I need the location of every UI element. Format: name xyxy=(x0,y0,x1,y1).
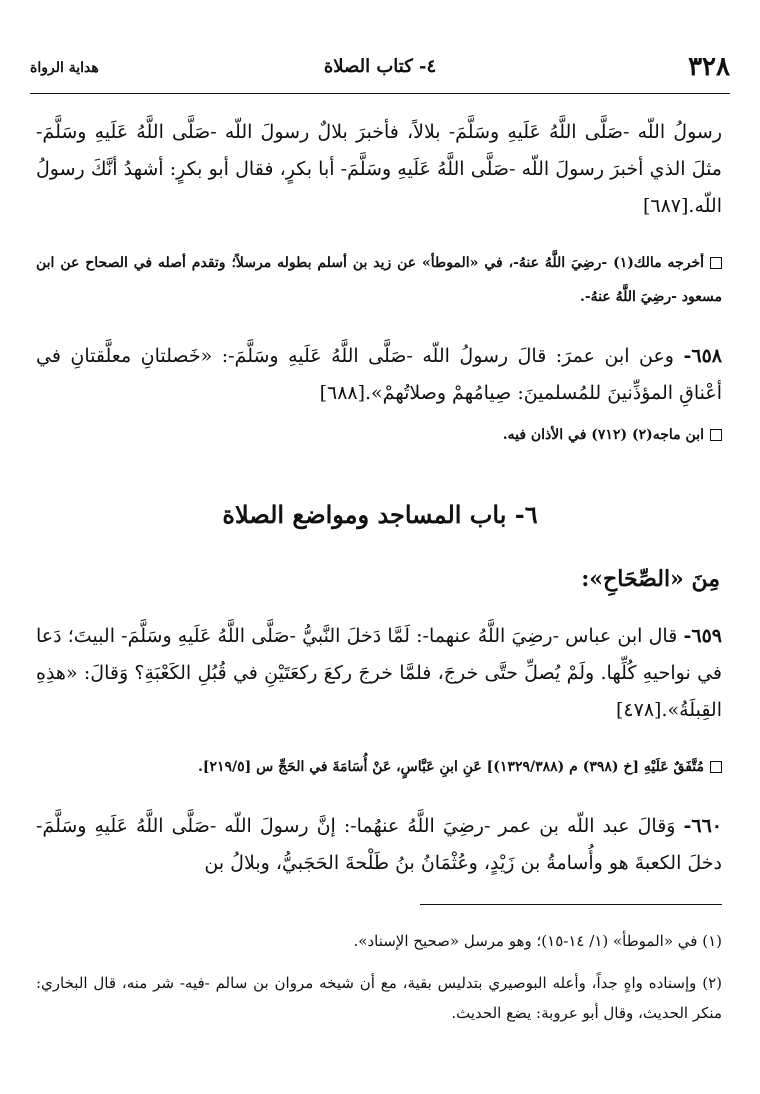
square-bullet-icon xyxy=(710,761,722,773)
book-title: هداية الرواة xyxy=(30,60,99,76)
source-note xyxy=(36,750,722,784)
paragraph-text: رسولُ اللّه -صَلَّى اللَّهُ عَلَيهِ وسَلَّمَ- بلالاً، فأخبرَ بلالٌ رسولَ اللّه -صَلَّى اللَّهُ عَلَيهِ وسَلَّمَ- مثلَ الذي أخبرَ رسولَ اللّه -صَلَّى اللَّهُ عَلَيهِ وسَلَّمَ- أبا بكرٍ، فقال أبو بكرٍ: أشهدُ أنَّكَ رسولُ اللّه.[٦٨٧] xyxy=(36,121,722,217)
footnote-2 xyxy=(36,968,722,1028)
hadith-text: وَقالَ عبد اللّه بن عمر -رضِيَ اللَّهُ عنهُما-: إنَّ رسولَ اللّه -صَلَّى اللَّهُ عَلَيهِ وسَلَّمَ- دخلَ الكعبةَ هو وأُسامةُ بن زَيْدٍ، وعُثْمَانُ بنُ طَلْحةَ الحَجَبيُّ، وبلالُ بن xyxy=(36,815,722,874)
page-header xyxy=(30,52,730,90)
section-title: ٦- باب المساجد ومواضع الصلاة xyxy=(222,500,538,529)
source-note xyxy=(36,246,722,314)
hadith-660 xyxy=(36,808,722,882)
chapter-title: ٤- كتاب الصلاة xyxy=(323,56,437,77)
hadith-number: ٦٥٩- xyxy=(683,625,722,647)
subsection-title: مِنَ «الصِّحَاحِ»: xyxy=(581,566,720,592)
footnote-text: (٢) وإسناده واهٍ جداً، وأعله البوصيري بتدليس بقية، مع أن شيخه مروان بن سالم -فيه- شر منه، قال البخاري: منكر الحديث، وقال أبو عروبة: يضع الحديث. xyxy=(36,974,722,1022)
hadith-658 xyxy=(36,338,722,412)
square-bullet-icon xyxy=(710,257,722,269)
footnote-1 xyxy=(36,926,722,956)
hadith-text: قال ابن عباس -رضِيَ اللَّهُ عنهما-: لَمَّا دَخلَ النَّبيُّ -صَلَّى اللَّهُ عَلَيهِ وسَلَّمَ- البيتَ؛ دَعا في نواحيهِ كُلِّها. ولَمْ يُصلِّ حتَّى خرجَ، فلمَّا خرجَ ركعَ ركعَتَيْنِ في قُبُلِ الكَعْبَةِ؟ وَقالَ: «هذِهِ القِبلَةُ».[٤٧٨] xyxy=(36,625,722,721)
source-note xyxy=(36,418,722,452)
source-text: مُتَّفَقٌ عَلَيْهِ [خ (٣٩٨) م (١٣٢٩/٣٨٨)] عَنِ ابنِ عَبَّاسٍ، عَنْ أُسَامَةَ في الحَجِّ س [٢١٩/٥]. xyxy=(197,759,704,775)
hadith-text: وعن ابن عمرَ: قالَ رسولُ اللّه -صَلَّى اللَّهُ عَلَيهِ وسَلَّمَ-: «خَصلتانِ معلَّقتانِ في أعْناقِ المؤذِّنينَ للمُسلمينَ: صِيامُهمْ وصلاتُهمْ».[٦٨٨] xyxy=(36,345,722,404)
header-divider xyxy=(30,93,730,94)
hadith-659 xyxy=(36,618,722,729)
hadith-number: ٦٥٨- xyxy=(683,345,722,367)
footnote-text: (١) في «الموطأ» (١/ ١٤-١٥)؛ وهو مرسل «صحيح الإسناد». xyxy=(353,932,722,950)
paragraph-continuation xyxy=(36,114,722,225)
hadith-number: ٦٦٠- xyxy=(683,815,722,837)
footnote-divider xyxy=(420,904,722,905)
source-text: ابن ماجه(٢) (٧١٢) في الأذان فيه. xyxy=(502,427,704,443)
page-number: ٣٢٨ xyxy=(688,52,730,82)
square-bullet-icon xyxy=(710,429,722,441)
source-text: أخرجه مالك(١) -رضِيَ اللَّهُ عنهُ-، في «الموطأ» عن زيد بن أسلم بطوله مرسلاً؛ وتقدم أصله في الصحاح عن ابن مسعود -رضِيَ اللَّهُ عنهُ-. xyxy=(36,255,722,305)
